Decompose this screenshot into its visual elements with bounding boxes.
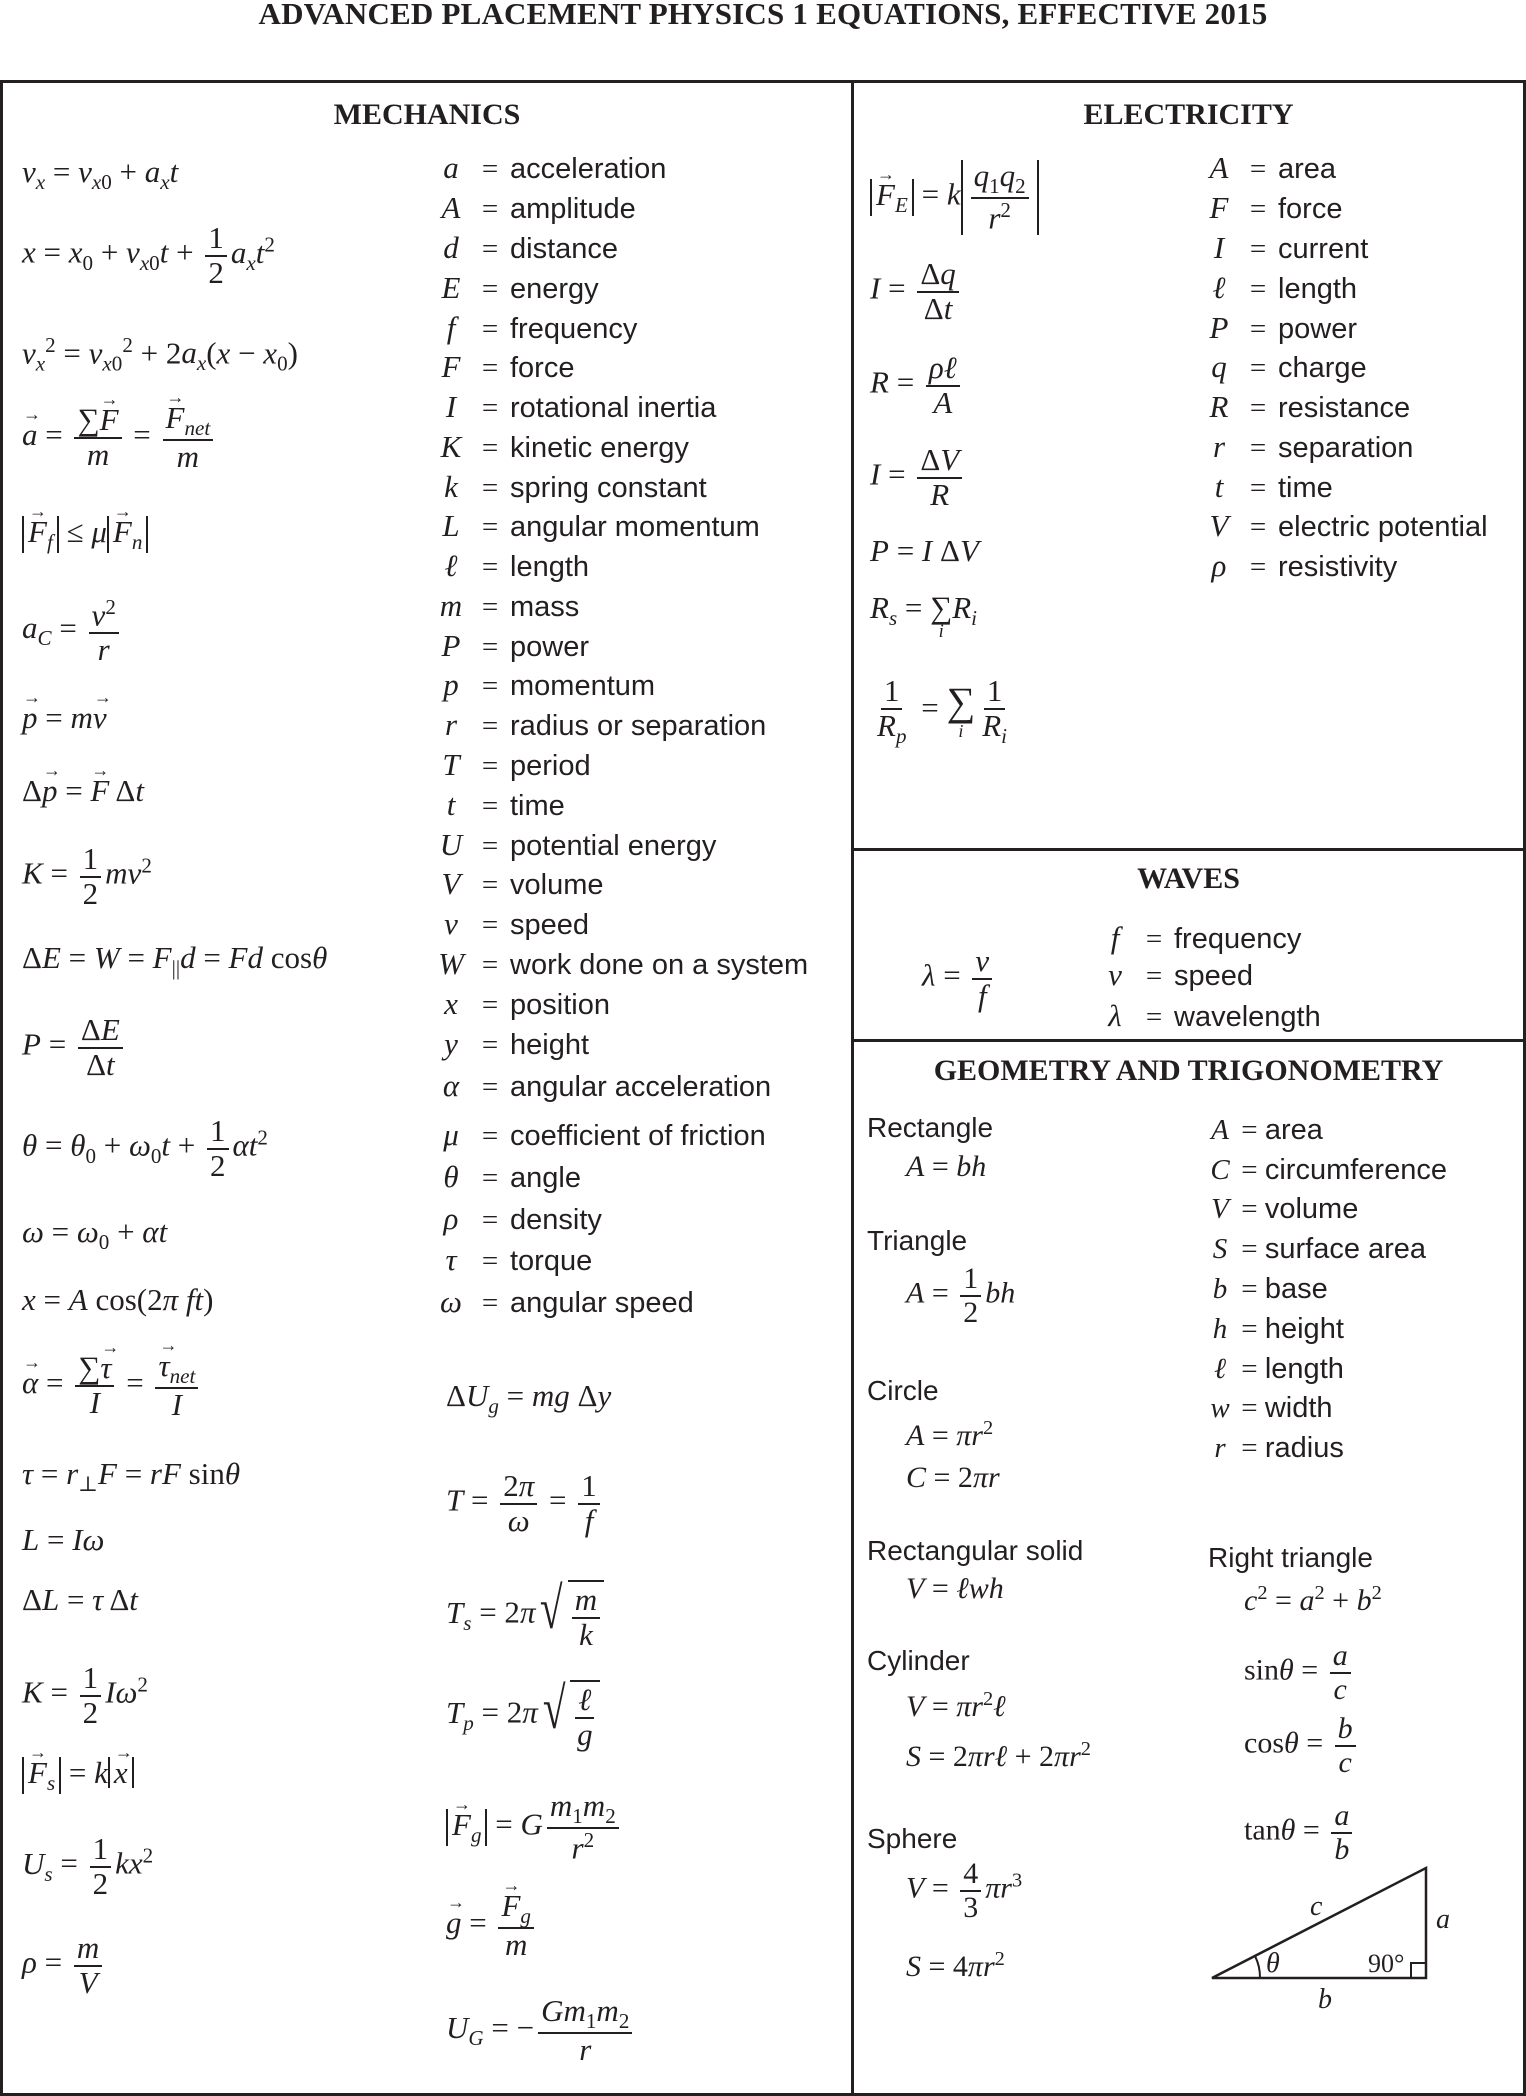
geometry-heading: GEOMETRY AND TRIGONOMETRY bbox=[933, 1054, 1444, 1087]
variable-row: f = frequency bbox=[1110, 920, 1302, 955]
shape-triangle-label: Triangle bbox=[867, 1225, 968, 1256]
shape-rect-solid-label: Rectangular solid bbox=[867, 1535, 1084, 1566]
equation-period: T = $\frac{2\pi}{\omega}$ = $\frac{1}{f}$ bbox=[446, 1470, 604, 1537]
equation-rect-solid-volume: V = ℓwh bbox=[906, 1572, 1004, 1605]
variable-row: A = amplitude bbox=[441, 190, 636, 225]
equation-power: P = $\frac{\Delta E}{\Delta t}$ bbox=[22, 1014, 127, 1081]
equation-kinetic-energy: K = $\frac{1}{2}$ $mv^2$ bbox=[22, 841, 152, 911]
variable-row: A = area bbox=[1211, 1114, 1323, 1146]
variable-row: F = force bbox=[1209, 190, 1343, 225]
variable-row: m = mass bbox=[439, 588, 580, 623]
equation-gravitational-potential: $U_G$ = − $\frac{Gm_1m_2}{r}$ bbox=[446, 1995, 636, 2067]
variable-row: f = frequency bbox=[446, 310, 638, 345]
equation-cylinder-surface: S = 2πrℓ + $2\pi r^2$ bbox=[906, 1738, 1091, 1773]
equation-work: $\Delta E = W = F_{||}d = Fd$ cosθ bbox=[22, 940, 328, 981]
equation-sine: sinθ = $\frac{a}{c}$ bbox=[1244, 1640, 1355, 1705]
variable-row: S = surface area bbox=[1212, 1233, 1427, 1265]
waves-heading: WAVES bbox=[1137, 862, 1240, 895]
equation-newton-second: → a = $\frac{\sum\to F}{m}$ = → $\frac{F_{net}}{m}$ bbox=[22, 402, 217, 474]
equation-electric-power: P = I ΔV bbox=[870, 533, 979, 568]
equation-coulomb: → $F_E = k$ $\frac{q_1q_2}{r^2}$ bbox=[870, 160, 1039, 235]
variable-row: T = period bbox=[442, 747, 591, 782]
equation-density: ρ = $\frac{m}{V}$ bbox=[22, 1932, 106, 1999]
diagram-label-right-angle: 90° bbox=[1368, 1949, 1405, 1978]
variable-row: θ = angle bbox=[443, 1159, 581, 1194]
shape-rectangle-label: Rectangle bbox=[867, 1112, 994, 1143]
variable-row: ρ = density bbox=[443, 1201, 602, 1236]
variable-row: r = separation bbox=[1212, 429, 1414, 464]
variable-row: W = work done on a system bbox=[438, 946, 809, 981]
equation-friction: → $F_f \le \mu\to F_n$ bbox=[22, 516, 148, 553]
variable-row: v = speed bbox=[1108, 957, 1254, 992]
equation-series: $R_s$ = ∑ i $R_i$ bbox=[870, 590, 978, 642]
equation-spring-force: → $F_s = k\to x$ bbox=[22, 1757, 134, 1794]
variable-row: E = energy bbox=[441, 270, 599, 305]
equation-angular-momentum: L = Iω bbox=[22, 1522, 105, 1557]
variable-row: ℓ = length bbox=[1213, 1353, 1344, 1385]
diagram-label-c: c bbox=[1310, 1891, 1323, 1922]
equation-angular-velocity: $\omega = \omega_0 + \alpha t$ bbox=[22, 1214, 168, 1255]
variable-row: p = momentum bbox=[443, 667, 656, 702]
equation-current: I = $\frac{\Delta q}{\Delta t}$ bbox=[870, 258, 963, 325]
equation-torque: $\tau = r_\perp F$ = rF sinθ bbox=[22, 1456, 241, 1497]
variable-row: C = circumference bbox=[1210, 1154, 1447, 1186]
variable-row: V = volume bbox=[1211, 1193, 1359, 1225]
equation-circle-circumference: C = 2πr bbox=[906, 1461, 1000, 1494]
diagram-label-a: a bbox=[1436, 1904, 1450, 1935]
variable-row: I = rotational inertia bbox=[445, 389, 717, 424]
variable-row: t = time bbox=[446, 787, 565, 822]
variable-row: ω = angular speed bbox=[440, 1284, 694, 1319]
variable-row: r = radius or separation bbox=[444, 707, 767, 742]
variable-row: V = volume bbox=[441, 866, 604, 901]
variable-row: v = speed bbox=[444, 906, 590, 941]
shape-cylinder-label: Cylinder bbox=[867, 1645, 970, 1676]
equation-cosine: cosθ = $\frac{b}{c}$ bbox=[1244, 1713, 1360, 1778]
variable-row: x = position bbox=[444, 986, 610, 1021]
equation-ohm: I = $\frac{\Delta V}{R}$ bbox=[870, 444, 966, 511]
variable-row: ℓ = length bbox=[444, 548, 590, 583]
variable-row: I = current bbox=[1213, 230, 1369, 265]
equation-circle-area: $A = \pi r^2$ bbox=[906, 1417, 994, 1452]
equation-spring-period: $T_s = 2\pi$ √ $\frac{m}{k}$ bbox=[446, 1580, 604, 1651]
equation-spring-energy: $U_s$ = $\frac{1}{2}$ $kx^2$ bbox=[22, 1831, 154, 1901]
equation-momentum: → p = m→ v bbox=[22, 702, 107, 733]
equation-impulse: Δ→ p = → F Δt bbox=[22, 775, 144, 806]
equation-pythagorean: $c^2 = a^2 + b^2$ bbox=[1244, 1582, 1382, 1617]
mechanics-heading: MECHANICS bbox=[333, 98, 521, 131]
page-title: ADVANCED PLACEMENT PHYSICS 1 EQUATIONS, EFFECTIVE 2015 bbox=[258, 0, 1268, 31]
equation-wave-speed: λ = $\frac{v}{f}$ bbox=[922, 945, 996, 1012]
equation-sphere-surface: $S = 4\pi r^2$ bbox=[906, 1948, 1005, 1983]
variable-row: τ = torque bbox=[445, 1242, 593, 1277]
equation-centripetal: $a_C$ = $\frac{v^2}{r}$ bbox=[22, 596, 123, 666]
equation-triangle-area: A = $\frac{1}{2}$ bh bbox=[906, 1262, 1016, 1329]
variable-row: μ = coefficient of friction bbox=[443, 1117, 766, 1152]
equation-angular-acceleration: → α = $\frac{\sum\to \tau}{I}$ = → $\frac{\tau_{net}}{I}$ bbox=[22, 1350, 202, 1422]
equation-cylinder-volume: $V = \pi r^2\ell$ bbox=[906, 1688, 1006, 1723]
variable-row: P = power bbox=[441, 628, 589, 663]
variable-row: b = base bbox=[1212, 1273, 1328, 1305]
equation-rectangle-area: A = bh bbox=[906, 1150, 987, 1183]
variable-row: R = resistance bbox=[1209, 389, 1411, 424]
equation-rotational-ke: K = $\frac{1}{2}$ $I\omega^2$ bbox=[22, 1660, 148, 1730]
diagram-label-theta: θ bbox=[1266, 1948, 1280, 1979]
equation-position: $x = x_0 + v_{x0}t$ + $\frac{1}{2}$ $a_xt^2$ bbox=[22, 220, 275, 290]
variable-row: K = kinetic energy bbox=[440, 429, 689, 464]
variable-row: t = time bbox=[1214, 469, 1333, 504]
variable-row: w = width bbox=[1210, 1392, 1333, 1424]
equation-parallel: $\frac{1}{R_p}$ = ∑ i $\frac{1}{R_i}$ bbox=[877, 673, 1007, 748]
variable-row: L = angular momentum bbox=[442, 508, 760, 543]
variable-row: A = area bbox=[1209, 150, 1337, 185]
equation-angle: $\theta = \theta_0 + \omega_0t$ + $\frac{1}{2}$ $\alpha t^2$ bbox=[22, 1113, 268, 1183]
diagram-label-b: b bbox=[1318, 1984, 1332, 2015]
variable-row: ρ = resistivity bbox=[1211, 548, 1398, 583]
variable-row: y = height bbox=[444, 1026, 590, 1061]
electricity-heading: ELECTRICITY bbox=[1083, 98, 1294, 131]
equation-sphere-volume: V = $\frac{4}{3}$ $\pi r^3$ bbox=[906, 1857, 1023, 1924]
variable-row: k = spring constant bbox=[444, 469, 707, 504]
variable-row: V = electric potential bbox=[1209, 508, 1488, 543]
shape-circle-label: Circle bbox=[867, 1375, 939, 1406]
variable-row: α = angular acceleration bbox=[442, 1068, 772, 1103]
equation-gravitational-pe: $\Delta U_g$ = mg Δy bbox=[446, 1378, 612, 1419]
shape-sphere-label: Sphere bbox=[867, 1823, 958, 1854]
right-triangle-diagram bbox=[1200, 1860, 1480, 2020]
variable-row: h = height bbox=[1212, 1313, 1344, 1345]
equation-gravitational-field: → g = → $\frac{F_g}{m}$ bbox=[446, 1890, 538, 1962]
variable-row: d = distance bbox=[443, 230, 619, 265]
equation-angular-impulse: ΔL = τ Δt bbox=[22, 1582, 138, 1617]
shape-right-triangle-label: Right triangle bbox=[1208, 1542, 1373, 1573]
variable-row: P = power bbox=[1209, 310, 1357, 345]
equation-gravitation: → $F_g = G$ $\frac{m_1m_2}{r^2}$ bbox=[446, 1790, 623, 1865]
equation-tangent: tanθ = $\frac{a}{b}$ bbox=[1244, 1800, 1356, 1865]
equation-resistance: R = $\frac{\text{ρℓ}}{A}$ bbox=[870, 352, 964, 419]
equation-velocity-squared: $v_x^2 = v_{x0}^2 + 2a_x(x - x_0)$ bbox=[22, 333, 298, 376]
variable-row: λ = wavelength bbox=[1108, 998, 1321, 1033]
equation-pendulum-period: $T_p = 2\pi$ √ $\frac{\text{ℓ}}{g}$ bbox=[446, 1680, 600, 1751]
variable-row: U = potential energy bbox=[439, 827, 717, 862]
equation-shm: x = A cos(2π ft) bbox=[22, 1282, 214, 1317]
variable-row: F = force bbox=[441, 349, 575, 384]
variable-row: ℓ = length bbox=[1212, 270, 1358, 305]
variable-row: q = charge bbox=[1211, 349, 1367, 384]
variable-row: r = radius bbox=[1214, 1432, 1344, 1464]
equation-velocity: $v_x = v_{x0} + a_xt$ bbox=[22, 154, 179, 195]
variable-row: a = acceleration bbox=[443, 150, 667, 185]
